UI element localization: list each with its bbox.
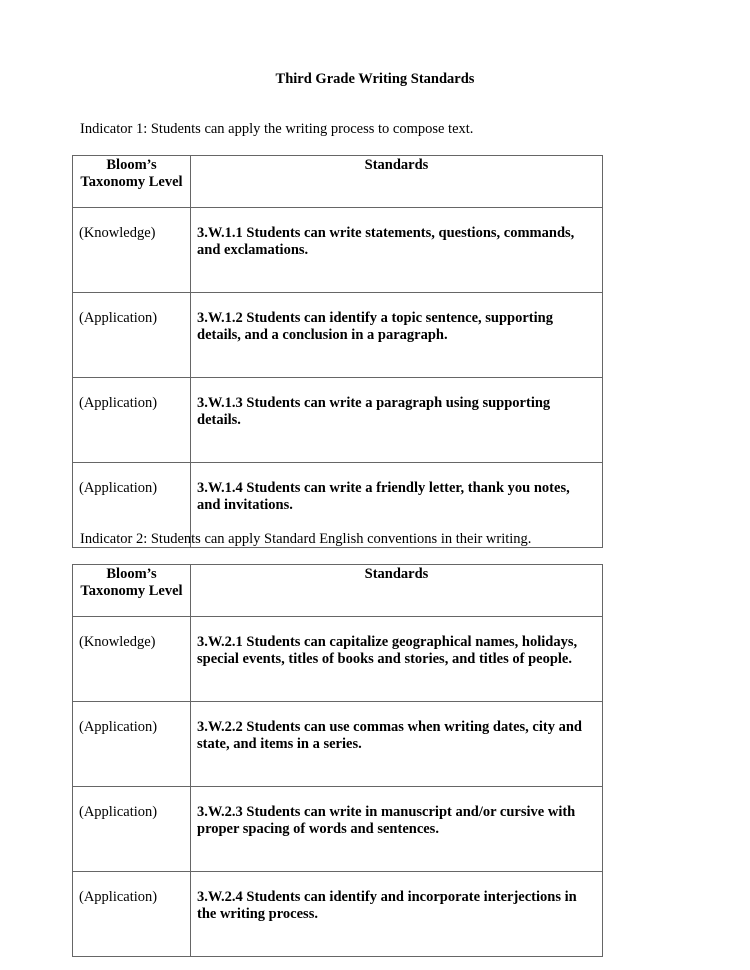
standard-cell: 3.W.2.1 Students can capitalize geographical names, holidays, special events, titles of books and stories, and titles of people. — [191, 617, 603, 702]
level-cell: (Knowledge) — [73, 617, 191, 702]
table-row — [73, 293, 603, 378]
standard-cell: 3.W.1.2 Students can identify a topic sentence, supporting details, and a conclusion in a paragraph. — [191, 293, 603, 378]
table-header-row — [73, 156, 603, 208]
standards-table-2 — [72, 564, 603, 957]
header-blooms-level: Bloom’s Taxonomy Level — [73, 565, 191, 617]
standard-cell: 3.W.2.3 Students can write in manuscript and/or cursive with proper spacing of words and sentences. — [191, 787, 603, 872]
standard-cell: 3.W.2.4 Students can identify and incorporate interjections in the writing process. — [191, 872, 603, 957]
level-cell: (Application) — [73, 293, 191, 378]
table-row — [73, 787, 603, 872]
level-cell: (Application) — [73, 378, 191, 463]
header-blooms-level: Bloom’s Taxonomy Level — [73, 156, 191, 208]
table-row — [73, 617, 603, 702]
document-title: Third Grade Writing Standards — [275, 71, 475, 87]
level-cell: (Application) — [73, 702, 191, 787]
standard-cell: 3.W.1.3 Students can write a paragraph using supporting details. — [191, 378, 603, 463]
indicator-1-heading: Indicator 1: Students can apply the writing process to compose text. — [80, 121, 474, 137]
table-row — [73, 872, 603, 957]
header-standards: Standards — [191, 156, 603, 208]
level-cell: (Application) — [73, 463, 191, 548]
standard-cell: 3.W.1.1 Students can write statements, questions, commands, and exclamations. — [191, 208, 603, 293]
level-cell: (Application) — [73, 787, 191, 872]
table-row — [73, 378, 603, 463]
standard-cell: 3.W.2.2 Students can use commas when writing dates, city and state, and items in a series. — [191, 702, 603, 787]
header-standards: Standards — [191, 565, 603, 617]
table-header-row — [73, 565, 603, 617]
level-cell: (Application) — [73, 872, 191, 957]
table-row — [73, 702, 603, 787]
level-cell: (Knowledge) — [73, 208, 191, 293]
standards-table-1 — [72, 155, 603, 548]
standard-cell: 3.W.1.4 Students can write a friendly letter, thank you notes, and invitations. — [191, 463, 603, 548]
table-row — [73, 208, 603, 293]
indicator-2-heading: Indicator 2: Students can apply Standard English conventions in their writing. — [80, 531, 532, 547]
